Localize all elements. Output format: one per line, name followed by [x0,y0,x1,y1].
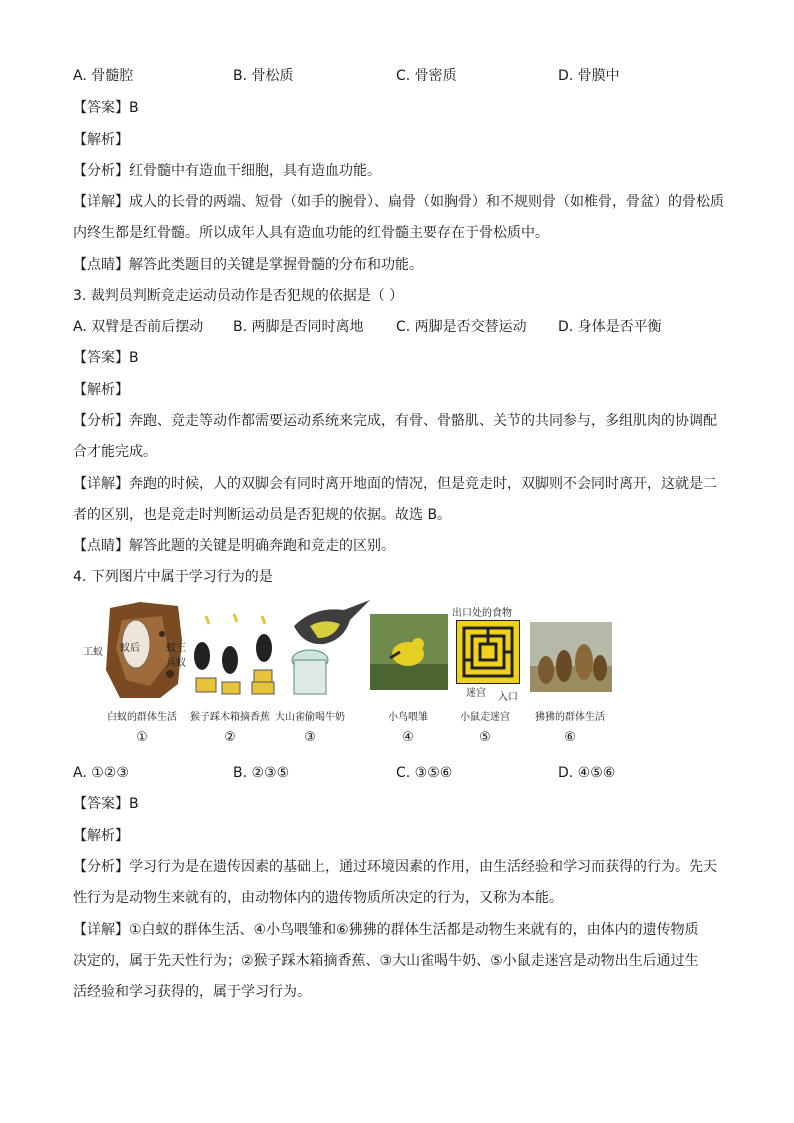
q3-xiangjie-line2: 者的区别，也是竞走时判断运动员是否犯规的依据。故选 B。 [73,507,452,523]
q4-options [73,763,733,783]
figure-number-1: ① [136,730,148,745]
mouse-maze-image [456,620,520,684]
q2-answer: 【答案】B [73,100,139,116]
monkey-boxes-image [186,612,282,700]
q3-option-a: A. 双臂是否前后摆动 [73,319,204,335]
bird-feeding-image [370,614,448,690]
q4-option-d: D. ④⑤⑥ [558,765,616,781]
figure-number-4: ④ [402,730,414,745]
label-bingyi: 兵蚁 [166,658,186,669]
q2-option-d: D. 骨膜中 [558,68,620,84]
label-gongyi: 工蚁 [83,647,103,658]
q2-option-a: A. 骨髓腔 [73,68,134,84]
q2-xiangjie-line1: 【详解】成人的长骨的两端、短骨（如手的腕骨）、扁骨（如胸骨）和不规则骨（如椎骨，骨盆）的骨松质 [73,194,724,210]
q3-analysis-label: 【解析】 [73,382,129,398]
caption-4: 小鸟喂雏 [388,712,428,723]
q4-figure-strip [83,596,620,748]
q3-fenxi-line1: 【分析】奔跑、竞走等动作都需要运动系统来完成，有骨、骨骼肌、关节的共同参与，多组肌肉的协调配 [73,413,717,429]
q4-fenxi-line2: 性行为是动物生来就有的，由动物体内的遗传物质所决定的行为，又称为本能。 [73,890,563,906]
label-exit-food: 出口处的食物 [452,608,512,619]
q3-dianjing: 【点睛】解答此题的关键是明确奔跑和竞走的区别。 [73,538,395,554]
q2-xiangjie-line2: 内终生都是红骨髓。所以成年人具有造血功能的红骨髓主要存在于骨松质中。 [73,225,549,241]
caption-1: 白蚁的群体生活 [107,712,177,723]
q4-answer: 【答案】B [73,796,139,812]
q3-question: 3. 裁判员判断竞走运动员动作是否犯规的依据是（ ） [73,288,404,304]
label-maze: 迷宫 [466,688,486,699]
caption-3: 大山雀偷喝牛奶 [275,712,345,723]
label-entrance: 入口 [498,692,518,703]
q4-question: 4. 下列图片中属于学习行为的是 [73,569,273,585]
figure-number-3: ③ [304,730,316,745]
figure-number-6: ⑥ [564,730,576,745]
q2-analysis-label: 【解析】 [73,132,129,148]
q2-option-c: C. 骨密质 [396,68,457,84]
q4-option-a: A. ①②③ [73,765,129,781]
figure-number-5: ⑤ [479,730,491,745]
q4-xiangjie-line2: 决定的，属于先天性行为；②猴子踩木箱摘香蕉、③大山雀喝牛奶、⑤小鼠走迷宫是动物出生后通过生 [73,953,699,969]
caption-5: 小鼠走迷宫 [460,712,510,723]
q4-xiangjie-line3: 活经验和学习获得的，属于学习行为。 [73,984,311,1000]
q4-option-c: C. ③⑤⑥ [396,765,453,781]
q3-option-b: B. 两脚是否同时离地 [233,319,364,335]
q3-xiangjie-line1: 【详解】奔跑的时候，人的双脚会有同时离开地面的情况，但是竞走时，双脚则不会同时离开，这就是二 [73,476,717,492]
q4-fenxi-line1: 【分析】学习行为是在遗传因素的基础上，通过环境因素的作用，由生活经验和学习而获得的行为。先天 [73,859,717,875]
q4-xiangjie-line1: 【详解】①白蚁的群体生活、④小鸟喂雏和⑥狒狒的群体生活都是动物生来就有的，由体内的遗传物质 [73,922,699,938]
label-yiwang: 蚁王 [166,643,186,654]
q3-option-c: C. 两脚是否交替运动 [396,319,527,335]
caption-6: 狒狒的群体生活 [535,712,605,723]
q4-analysis-label: 【解析】 [73,828,129,844]
q2-dianjing: 【点睛】解答此类题目的关键是掌握骨髓的分布和功能。 [73,257,423,273]
q4-option-b: B. ②③⑤ [233,765,290,781]
caption-2: 猴子踩木箱摘香蕉 [190,712,270,723]
q3-options [73,317,733,337]
q3-fenxi-line2: 合才能完成。 [73,444,157,460]
q3-option-d: D. 身体是否平衡 [558,319,662,335]
q2-options [73,66,733,86]
baboon-group-image [530,622,612,692]
q2-option-b: B. 骨松质 [233,68,294,84]
great-tit-milk-image [284,596,374,700]
label-yihou: 蚁后 [120,643,140,654]
q3-answer: 【答案】B [73,350,139,366]
figure-number-2: ② [224,730,236,745]
q2-fenxi: 【分析】红骨髓中有造血干细胞，具有造血功能。 [73,163,381,179]
